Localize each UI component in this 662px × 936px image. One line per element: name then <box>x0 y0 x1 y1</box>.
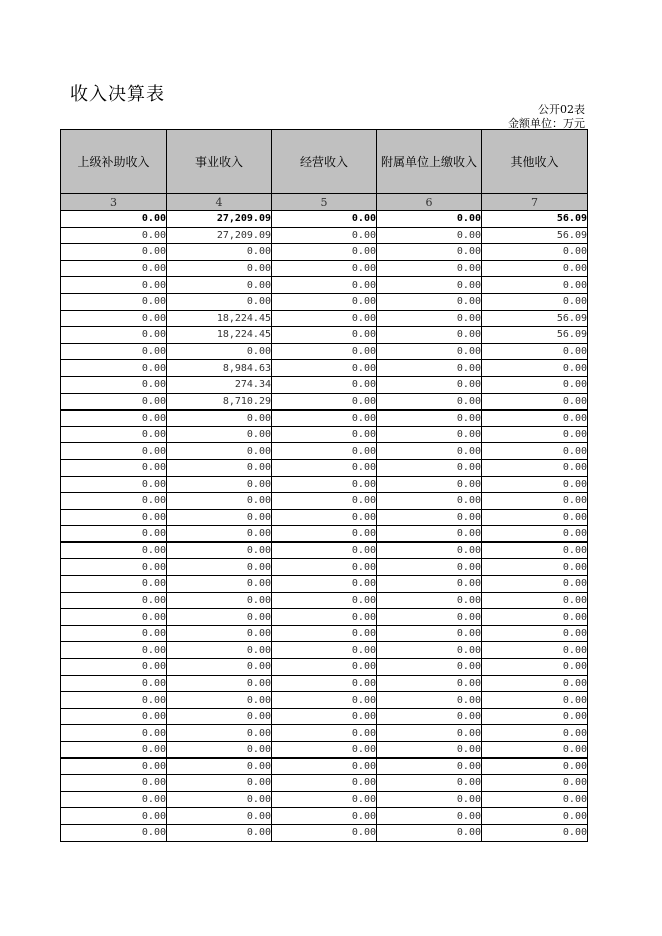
table-cell[interactable]: 0.00 <box>377 609 482 626</box>
table-cell[interactable]: 0.00 <box>272 509 377 526</box>
form-code: 公开02表 <box>538 103 585 116</box>
page-title: 收入决算表 <box>70 84 165 105</box>
table-cell[interactable]: 0.00 <box>482 758 588 775</box>
table-cell[interactable]: 0.00 <box>61 808 167 825</box>
table-cell[interactable]: 0.00 <box>272 824 377 841</box>
table-cell[interactable]: 0.00 <box>61 542 167 559</box>
table-cell[interactable]: 0.00 <box>272 227 377 244</box>
table-cell[interactable]: 0.00 <box>272 360 377 377</box>
table-row <box>61 592 588 609</box>
column-header[interactable]: 经营收入 <box>272 130 377 194</box>
table-cell[interactable]: 56.09 <box>482 227 588 244</box>
table-row <box>61 343 588 360</box>
table-cell[interactable]: 0.00 <box>61 526 167 543</box>
table-row <box>61 360 588 377</box>
table-row <box>61 559 588 576</box>
table-cell[interactable]: 0.00 <box>377 410 482 427</box>
table-cell[interactable]: 0.00 <box>377 459 482 476</box>
table-cell[interactable]: 0.00 <box>272 493 377 510</box>
table-cell[interactable]: 0.00 <box>272 692 377 709</box>
table-cell[interactable]: 0.00 <box>167 642 272 659</box>
table-cell[interactable]: 0.00 <box>377 327 482 344</box>
table-cell[interactable]: 0.00 <box>482 493 588 510</box>
table-row <box>61 327 588 344</box>
table-cell[interactable]: 0.00 <box>167 808 272 825</box>
table-cell[interactable]: 0.00 <box>167 293 272 310</box>
table-cell[interactable]: 0.00 <box>61 592 167 609</box>
table-cell[interactable]: 0.00 <box>272 559 377 576</box>
table-cell[interactable]: 0.00 <box>167 725 272 742</box>
table-row <box>61 576 588 593</box>
table-cell[interactable]: 0.00 <box>272 211 377 228</box>
table-row <box>61 426 588 443</box>
table-row <box>61 742 588 759</box>
table-cell[interactable]: 0.00 <box>61 244 167 261</box>
table-cell[interactable]: 0.00 <box>272 808 377 825</box>
table-cell[interactable]: 0.00 <box>61 675 167 692</box>
table-cell[interactable]: 0.00 <box>482 277 588 294</box>
column-number: 5 <box>272 194 377 211</box>
table-cell[interactable]: 0.00 <box>61 509 167 526</box>
column-header[interactable]: 其他收入 <box>482 130 588 194</box>
table-cell[interactable]: 0.00 <box>61 343 167 360</box>
table-cell[interactable]: 0.00 <box>61 742 167 759</box>
table-cell[interactable]: 0.00 <box>377 625 482 642</box>
table-cell[interactable]: 0.00 <box>482 824 588 841</box>
table-row <box>61 675 588 692</box>
table-cell[interactable]: 0.00 <box>272 675 377 692</box>
table-cell[interactable]: 0.00 <box>272 459 377 476</box>
table-cell[interactable]: 0.00 <box>272 277 377 294</box>
table-cell[interactable]: 0.00 <box>377 227 482 244</box>
table-cell[interactable]: 0.00 <box>377 343 482 360</box>
table-cell[interactable]: 56.09 <box>482 327 588 344</box>
table-row <box>61 725 588 742</box>
table-cell[interactable]: 0.00 <box>377 576 482 593</box>
table-cell[interactable]: 0.00 <box>167 443 272 460</box>
table-cell[interactable]: 0.00 <box>167 659 272 676</box>
table-cell[interactable]: 0.00 <box>482 642 588 659</box>
table-cell[interactable]: 0.00 <box>167 244 272 261</box>
table-cell[interactable]: 0.00 <box>61 227 167 244</box>
table-cell[interactable]: 27,209.09 <box>167 227 272 244</box>
table-cell[interactable]: 0.00 <box>377 559 482 576</box>
table-cell[interactable]: 18,224.45 <box>167 327 272 344</box>
table-cell[interactable]: 0.00 <box>377 360 482 377</box>
table-cell[interactable]: 0.00 <box>167 775 272 792</box>
table-cell[interactable]: 0.00 <box>272 393 377 410</box>
table-cell[interactable]: 0.00 <box>167 742 272 759</box>
table-cell[interactable]: 0.00 <box>272 343 377 360</box>
table-cell[interactable]: 0.00 <box>167 542 272 559</box>
header-row <box>61 130 588 194</box>
table-cell[interactable]: 0.00 <box>482 791 588 808</box>
column-number: 4 <box>167 194 272 211</box>
table-cell[interactable]: 0.00 <box>61 476 167 493</box>
table-cell[interactable]: 0.00 <box>167 493 272 510</box>
table-cell[interactable]: 0.00 <box>377 592 482 609</box>
table-row <box>61 459 588 476</box>
table-cell[interactable]: 0.00 <box>377 277 482 294</box>
table-cell[interactable]: 0.00 <box>272 260 377 277</box>
table-row <box>61 410 588 427</box>
table-cell[interactable]: 0.00 <box>272 708 377 725</box>
table-cell[interactable]: 0.00 <box>377 791 482 808</box>
table-cell[interactable]: 0.00 <box>167 343 272 360</box>
table-cell[interactable]: 0.00 <box>482 343 588 360</box>
table-cell[interactable]: 0.00 <box>377 443 482 460</box>
table-cell[interactable]: 0.00 <box>272 443 377 460</box>
table-row <box>61 808 588 825</box>
table-row <box>61 260 588 277</box>
table-cell[interactable]: 0.00 <box>272 659 377 676</box>
column-header[interactable]: 事业收入 <box>167 130 272 194</box>
table-row <box>61 493 588 510</box>
table-cell[interactable]: 0.00 <box>272 791 377 808</box>
table-cell[interactable]: 0.00 <box>482 592 588 609</box>
table-cell[interactable]: 8,710.29 <box>167 393 272 410</box>
table-row <box>61 509 588 526</box>
table-cell[interactable]: 0.00 <box>61 609 167 626</box>
table-cell[interactable]: 0.00 <box>167 476 272 493</box>
table-cell[interactable]: 0.00 <box>167 277 272 294</box>
table-row <box>61 293 588 310</box>
table-cell[interactable]: 0.00 <box>272 244 377 261</box>
column-number: 7 <box>482 194 588 211</box>
table-row <box>61 642 588 659</box>
table-cell[interactable]: 0.00 <box>167 758 272 775</box>
table-cell[interactable]: 0.00 <box>61 277 167 294</box>
table-cell[interactable]: 0.00 <box>482 509 588 526</box>
table-cell[interactable]: 0.00 <box>377 211 482 228</box>
table-cell[interactable]: 0.00 <box>377 293 482 310</box>
table-cell[interactable]: 0.00 <box>61 459 167 476</box>
table-cell[interactable]: 274.34 <box>167 376 272 393</box>
table-cell[interactable]: 0.00 <box>272 609 377 626</box>
table-cell[interactable]: 0.00 <box>272 426 377 443</box>
table-cell[interactable]: 0.00 <box>482 725 588 742</box>
table-cell[interactable]: 0.00 <box>167 692 272 709</box>
table-cell[interactable]: 0.00 <box>377 493 482 510</box>
table-row <box>61 376 588 393</box>
table-cell[interactable]: 0.00 <box>61 493 167 510</box>
table-cell[interactable]: 0.00 <box>61 725 167 742</box>
table-cell[interactable]: 0.00 <box>272 376 377 393</box>
table-cell[interactable]: 0.00 <box>61 376 167 393</box>
table-cell[interactable]: 0.00 <box>272 526 377 543</box>
table-cell[interactable]: 56.09 <box>482 211 588 228</box>
table-row <box>61 526 588 543</box>
table-cell[interactable]: 0.00 <box>272 642 377 659</box>
table-cell[interactable]: 0.00 <box>377 708 482 725</box>
table-cell[interactable]: 0.00 <box>482 675 588 692</box>
table-cell[interactable]: 0.00 <box>272 293 377 310</box>
table-cell[interactable]: 0.00 <box>482 443 588 460</box>
table-row <box>61 277 588 294</box>
table-cell[interactable]: 0.00 <box>377 393 482 410</box>
table-cell[interactable]: 0.00 <box>167 625 272 642</box>
table-cell[interactable]: 0.00 <box>482 559 588 576</box>
table-cell[interactable]: 0.00 <box>377 742 482 759</box>
table-cell[interactable]: 0.00 <box>272 410 377 427</box>
table-row <box>61 791 588 808</box>
table-row <box>61 476 588 493</box>
table-cell[interactable]: 0.00 <box>482 526 588 543</box>
table-cell[interactable]: 0.00 <box>61 293 167 310</box>
table-cell[interactable]: 0.00 <box>61 758 167 775</box>
table-cell[interactable]: 0.00 <box>167 559 272 576</box>
table-cell[interactable]: 0.00 <box>61 360 167 377</box>
table-cell[interactable]: 0.00 <box>377 542 482 559</box>
table-cell[interactable]: 0.00 <box>482 459 588 476</box>
table-cell[interactable]: 8,984.63 <box>167 360 272 377</box>
table-cell[interactable]: 0.00 <box>482 659 588 676</box>
table-cell[interactable]: 0.00 <box>167 609 272 626</box>
table-row <box>61 659 588 676</box>
table-cell[interactable]: 0.00 <box>61 443 167 460</box>
table-cell[interactable]: 0.00 <box>377 244 482 261</box>
table-cell[interactable]: 0.00 <box>272 758 377 775</box>
table-cell[interactable]: 0.00 <box>61 393 167 410</box>
table-cell[interactable]: 0.00 <box>377 260 482 277</box>
table-cell[interactable]: 0.00 <box>167 675 272 692</box>
table-cell[interactable]: 0.00 <box>61 625 167 642</box>
table-row <box>61 443 588 460</box>
table-cell[interactable]: 0.00 <box>377 376 482 393</box>
table-cell[interactable]: 0.00 <box>272 742 377 759</box>
table-cell[interactable]: 0.00 <box>167 592 272 609</box>
table-cell[interactable]: 0.00 <box>61 642 167 659</box>
column-number: 3 <box>61 194 167 211</box>
table-cell[interactable]: 0.00 <box>377 725 482 742</box>
table-cell[interactable]: 0.00 <box>482 393 588 410</box>
table-cell[interactable]: 0.00 <box>482 708 588 725</box>
income-table <box>60 129 588 842</box>
table-cell[interactable]: 0.00 <box>61 692 167 709</box>
table-cell[interactable]: 0.00 <box>272 476 377 493</box>
table-cell[interactable]: 0.00 <box>482 410 588 427</box>
table-cell[interactable]: 0.00 <box>61 775 167 792</box>
column-header[interactable]: 上级补助收入 <box>61 130 167 194</box>
table-cell[interactable]: 0.00 <box>377 758 482 775</box>
table-cell[interactable]: 0.00 <box>377 675 482 692</box>
table-cell[interactable]: 0.00 <box>377 824 482 841</box>
table-cell[interactable]: 0.00 <box>272 327 377 344</box>
table-cell[interactable]: 0.00 <box>61 260 167 277</box>
table-cell[interactable]: 0.00 <box>61 211 167 228</box>
table-row <box>61 758 588 775</box>
table-cell[interactable]: 0.00 <box>167 410 272 427</box>
table-cell[interactable]: 0.00 <box>61 410 167 427</box>
table-cell[interactable]: 0.00 <box>272 576 377 593</box>
column-header[interactable]: 附属单位上缴收入 <box>377 130 482 194</box>
table-cell[interactable]: 0.00 <box>482 609 588 626</box>
table-cell[interactable]: 0.00 <box>377 426 482 443</box>
table-cell[interactable]: 0.00 <box>167 791 272 808</box>
table-cell[interactable]: 0.00 <box>167 426 272 443</box>
table-cell[interactable]: 0.00 <box>272 310 377 327</box>
table-row <box>61 775 588 792</box>
table-cell[interactable]: 0.00 <box>377 310 482 327</box>
table-row <box>61 609 588 626</box>
table-cell[interactable]: 0.00 <box>482 576 588 593</box>
table-cell[interactable]: 0.00 <box>272 542 377 559</box>
table-cell[interactable]: 0.00 <box>482 244 588 261</box>
table-cell[interactable]: 0.00 <box>482 293 588 310</box>
table-cell[interactable]: 0.00 <box>272 592 377 609</box>
table-cell[interactable]: 0.00 <box>377 642 482 659</box>
table-cell[interactable]: 0.00 <box>167 576 272 593</box>
table-cell[interactable]: 0.00 <box>167 459 272 476</box>
table-cell[interactable]: 0.00 <box>167 708 272 725</box>
table-cell[interactable]: 0.00 <box>482 360 588 377</box>
table-row <box>61 625 588 642</box>
table-row <box>61 692 588 709</box>
table-cell[interactable]: 0.00 <box>377 526 482 543</box>
table-cell[interactable]: 0.00 <box>272 725 377 742</box>
table-cell[interactable]: 0.00 <box>377 659 482 676</box>
table-cell[interactable]: 0.00 <box>61 426 167 443</box>
table-cell[interactable]: 18,224.45 <box>167 310 272 327</box>
table-cell[interactable]: 0.00 <box>61 791 167 808</box>
table-cell[interactable]: 0.00 <box>61 310 167 327</box>
table-cell[interactable]: 0.00 <box>61 559 167 576</box>
table-row <box>61 708 588 725</box>
table-cell[interactable]: 0.00 <box>167 509 272 526</box>
table-cell[interactable]: 0.00 <box>377 476 482 493</box>
table-cell[interactable]: 0.00 <box>61 659 167 676</box>
table-cell[interactable]: 0.00 <box>482 542 588 559</box>
table-cell[interactable]: 0.00 <box>377 509 482 526</box>
table-cell[interactable]: 0.00 <box>61 824 167 841</box>
table-cell[interactable]: 0.00 <box>61 576 167 593</box>
unit-label: 金额单位：万元 <box>508 117 585 130</box>
table-row <box>61 542 588 559</box>
table-cell[interactable]: 0.00 <box>482 426 588 443</box>
table-cell[interactable]: 0.00 <box>377 692 482 709</box>
table-cell[interactable]: 0.00 <box>272 775 377 792</box>
column-number-row <box>61 194 588 211</box>
table-cell[interactable]: 0.00 <box>482 742 588 759</box>
table-cell[interactable]: 0.00 <box>61 708 167 725</box>
column-number: 6 <box>377 194 482 211</box>
table-row <box>61 227 588 244</box>
table-cell[interactable]: 0.00 <box>167 824 272 841</box>
table-cell[interactable]: 0.00 <box>482 692 588 709</box>
table-cell[interactable]: 0.00 <box>482 808 588 825</box>
table-cell[interactable]: 0.00 <box>377 808 482 825</box>
table-cell[interactable]: 0.00 <box>482 775 588 792</box>
total-row <box>61 211 588 228</box>
table-cell[interactable]: 0.00 <box>61 327 167 344</box>
table-cell[interactable]: 0.00 <box>167 260 272 277</box>
table-cell[interactable]: 0.00 <box>272 625 377 642</box>
table-cell[interactable]: 27,209.09 <box>167 211 272 228</box>
table-cell[interactable]: 0.00 <box>167 526 272 543</box>
table-cell[interactable]: 0.00 <box>482 376 588 393</box>
table-cell[interactable]: 56.09 <box>482 310 588 327</box>
table-cell[interactable]: 0.00 <box>482 625 588 642</box>
table-cell[interactable]: 0.00 <box>377 775 482 792</box>
table-row <box>61 310 588 327</box>
table-row <box>61 824 588 841</box>
table-cell[interactable]: 0.00 <box>482 476 588 493</box>
table-row <box>61 393 588 410</box>
table-cell[interactable]: 0.00 <box>482 260 588 277</box>
table-row <box>61 244 588 261</box>
